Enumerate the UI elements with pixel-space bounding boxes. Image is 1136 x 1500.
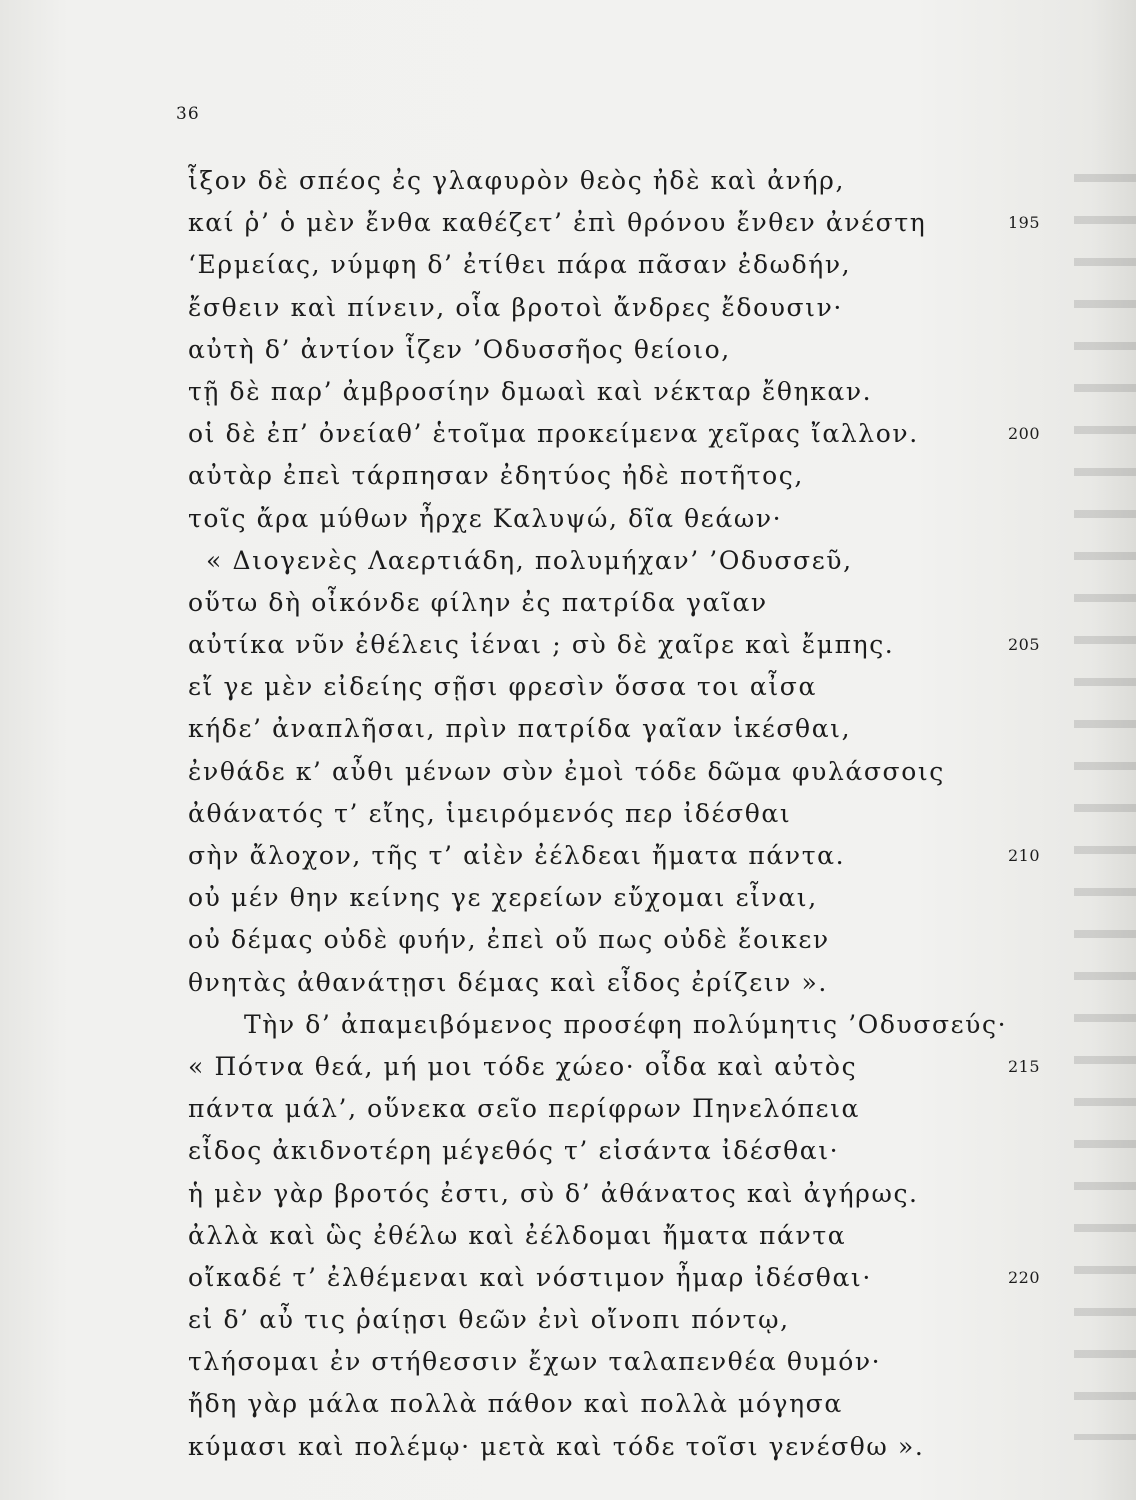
verse-text: ἀθάνατός τ’ εἴης, ἱμειρόμενός περ ἰδέσθαι (188, 798, 792, 828)
verse-text: τλήσομαι ἐν στήθεσσιν ἔχων ταλαπενθέα θυμόν· (188, 1347, 882, 1377)
verse-number: 200 (1008, 424, 1041, 444)
verse-line (188, 751, 988, 793)
verse-line (188, 1299, 988, 1341)
verse-number: 205 (1008, 635, 1041, 655)
verse-line (188, 1215, 988, 1257)
verse-text: τῇ δὲ παρ’ ἀμβροσίην δμωαὶ καὶ νέκταρ ἔθηκαν. (188, 376, 873, 406)
verse-line (188, 793, 988, 835)
verse-text: εἴ γε μὲν εἰδείης σῇσι φρεσὶν ὅσσα τοι αἶσα (188, 672, 817, 702)
verse-line (188, 329, 988, 371)
verse-text: Τὴν δ’ ἀπαμειβόμενος προσέφη πολύμητις ’Οδυσσεύς· (244, 1009, 1008, 1039)
verse-text: ‘Ερμείας, νύμφη δ’ ἐτίθει πάρα πᾶσαν ἐδωδήν, (188, 250, 852, 280)
verse-line (188, 666, 988, 708)
verse-line (188, 1257, 1041, 1299)
verse-text: ἡ μὲν γὰρ βροτός ἐστι, σὺ δ’ ἀθάνατος καὶ ἀγήρως. (188, 1178, 919, 1208)
verse-line (188, 1088, 988, 1130)
verse-number: 220 (1008, 1267, 1041, 1287)
verse-text: εἶδος ἀκιδνοτέρη μέγεθός τ’ εἰσάντα ἰδέσθαι· (188, 1136, 840, 1166)
verse-line (188, 1046, 1041, 1088)
verse-text: τοῖς ἄρα μύθων ἦρχε Καλυψώ, δῖα θεάων· (188, 503, 783, 533)
verse-line (188, 582, 988, 624)
verse-line (188, 1130, 988, 1172)
verse-text: σὴν ἄλοχον, τῆς τ’ αἰὲν ἐέλδεαι ἤματα πάντα. (188, 841, 846, 870)
verse-line (188, 413, 1041, 455)
verse-text: πάντα μάλ’, οὕνεκα σεῖο περίφρων Πηνελόπεια (188, 1094, 860, 1124)
verse-text: οὕτω δὴ οἶκόνδε φίλην ἐς πατρίδα γαῖαν (188, 587, 768, 617)
verse-line (188, 1173, 988, 1215)
verse-line (188, 244, 988, 286)
verse-text: καί ῥ’ ὁ μὲν ἔνθα καθέζετ’ ἐπὶ θρόνου ἔνθεν ἀνέστη (188, 208, 927, 238)
verse-line (188, 1426, 988, 1468)
verse-text: οὐ μέν θην κείνης γε χερείων εὔχομαι εἶναι, (188, 883, 818, 913)
verse-line (188, 540, 988, 582)
verse-text: κύμασι καὶ πολέμῳ· μετὰ καὶ τόδε τοῖσι γενέσθω ». (188, 1431, 925, 1461)
verse-line (188, 1383, 988, 1425)
verse-line (188, 202, 1041, 244)
verse-line (188, 371, 988, 413)
page-number: 36 (176, 104, 200, 124)
verse-text: ἐνθάδε κ’ αὖθι μένων σὺν ἐμοὶ τόδε δῶμα φυλάσσοις (188, 756, 945, 786)
verse-line (188, 455, 988, 497)
verse-text: ἷξον δὲ σπέος ἐς γλαφυρὸν θεὸς ἠδὲ καὶ ἀνήρ, (188, 166, 846, 195)
verse-line (188, 287, 988, 329)
verse-text: ἀλλὰ καὶ ὣς ἐθέλω καὶ ἐέλδομαι ἤματα πάντα (188, 1220, 847, 1250)
verse-text: κήδε’ ἀναπλῆσαι, πρὶν πατρίδα γαῖαν ἱκέσθαι, (188, 714, 852, 744)
verse-line (188, 624, 1041, 666)
verse-text: « Διογενὲς Λαερτιάδη, πολυμήχαν’ ’Οδυσσεῦ, (206, 545, 853, 575)
verse-text: « Πότνα θεά, μή μοι τόδε χώεο· οἶδα καὶ αὐτὸς (188, 1051, 858, 1081)
verse-line (188, 498, 988, 540)
facing-page-bleed-through (1074, 160, 1136, 1440)
verse-text: οἱ δὲ ἐπ’ ὀνείαθ’ ἑτοῖμα προκείμενα χεῖρας ἴαλλον. (188, 419, 919, 449)
verse-number: 195 (1008, 213, 1041, 233)
verse-text: αὐτὰρ ἐπεὶ τάρπησαν ἐδητύος ἠδὲ ποτῆτος, (188, 461, 804, 491)
verse-line (188, 1341, 988, 1383)
verse-line (188, 708, 988, 750)
verse-text: ἔσθειν καὶ πίνειν, οἷα βροτοὶ ἄνδρες ἔδουσιν· (188, 292, 843, 322)
verse-line (188, 877, 988, 919)
verse-text: εἰ δ’ αὖ τις ῥαίῃσι θεῶν ἐνὶ οἴνοπι πόντῳ, (188, 1305, 790, 1335)
verse-line (188, 919, 988, 961)
verse-line (188, 160, 988, 202)
verse-text: θνητὰς ἀθανάτῃσι δέμας καὶ εἶδος ἐρίζειν ». (188, 967, 828, 997)
verse-text: αὐτίκα νῦν ἐθέλεις ἰέναι ; σὺ δὲ χαῖρε καὶ ἔμπης. (188, 630, 895, 660)
verse-number: 210 (1008, 846, 1041, 865)
verse-text: οἴκαδέ τ’ ἐλθέμεναι καὶ νόστιμον ἦμαρ ἰδέσθαι· (188, 1262, 872, 1292)
verse-text: οὐ δέμας οὐδὲ φυήν, ἐπεὶ οὔ πως οὐδὲ ἔοικεν (188, 925, 830, 955)
verse-line (188, 835, 1041, 877)
verse-line (188, 962, 988, 1004)
verse-text: ἤδη γὰρ μάλα πολλὰ πάθον καὶ πολλὰ μόγησα (188, 1389, 843, 1419)
verse-number: 215 (1008, 1056, 1041, 1076)
verse-line (188, 1004, 1008, 1046)
verse-text: αὐτὴ δ’ ἀντίον ἷζεν ’Οδυσσῆος θείοιο, (188, 334, 731, 364)
verse-block (188, 160, 1041, 1468)
